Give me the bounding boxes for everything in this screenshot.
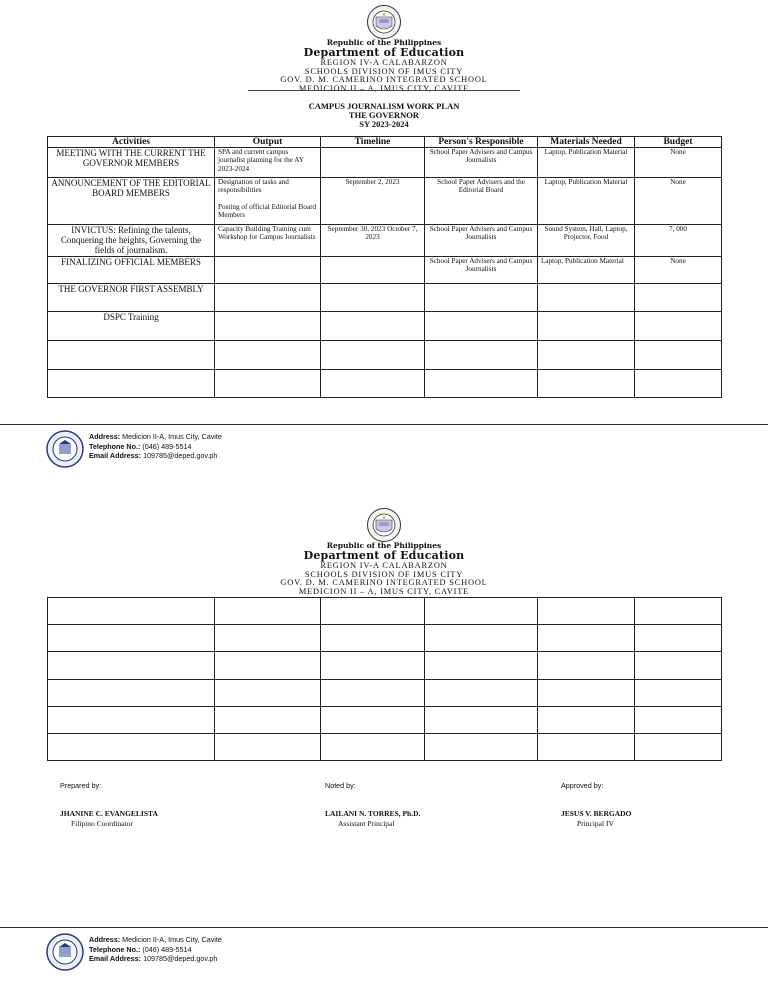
table-row — [48, 225, 722, 257]
school-seal-icon — [46, 933, 84, 971]
letterhead-department: Department of Education — [303, 549, 465, 562]
timeline-cell — [321, 148, 425, 178]
budget-cell: None — [635, 257, 722, 284]
activity-cell: ANNOUNCEMENT OF THE EDITORIAL BOARD MEMBERS — [48, 178, 215, 225]
noted-by-name: LAILANI N. TORRES, Ph.D. — [325, 809, 421, 818]
persons-cell: School Paper Advisers and the Editorial Board — [425, 178, 538, 225]
letterhead-department: Department of Education — [303, 46, 465, 59]
header-timeline: Timeline — [321, 137, 425, 148]
activity-cell: INVICTUS: Refining the talents, Conquering the heights, Governing the fields of journalism. — [48, 225, 215, 257]
letterhead-division: SCHOOLS DIVISION OF IMUS CITY — [304, 569, 464, 579]
materials-cell: Laptop, Publication Material — [538, 148, 635, 178]
footer-phone-label: Telephone No.: — [89, 441, 141, 451]
table-row — [48, 148, 722, 178]
deped-seal-icon — [359, 507, 409, 541]
budget-cell: 7, 000 — [635, 225, 722, 257]
output-line: Designation of tasks and responsibilities — [218, 178, 289, 195]
header-output: Output — [215, 137, 321, 148]
noted-by-label: Noted by: — [325, 781, 356, 790]
work-plan-table — [47, 136, 722, 398]
page-footer — [46, 430, 746, 470]
persons-cell: School Paper Advisers and Campus Journalists — [425, 148, 538, 178]
table-row — [48, 284, 722, 312]
footer-address-label: Address: — [89, 432, 121, 441]
work-plan-table-continued — [47, 597, 722, 761]
letterhead-school: GOV. D. M. CAMERINO INTEGRATED SCHOOL — [280, 578, 488, 588]
prepared-by-label: Prepared by: — [60, 781, 102, 790]
table-row — [48, 178, 722, 225]
footer-address: Medicion II-A, Imus City, Cavite — [122, 935, 222, 944]
letterhead-page1 — [0, 4, 768, 93]
materials-cell: Laptop, Publication Material — [538, 257, 635, 284]
output-line: Posting of official Editorial Board Members — [218, 202, 317, 220]
timeline-cell: September 2, 2023 — [321, 178, 425, 225]
footer-email-label: Email Address: — [89, 954, 142, 963]
letterhead-address: MEDICION II – A, IMUS CITY, CAVITE — [298, 586, 470, 596]
materials-cell: Laptop, Publication Material — [538, 178, 635, 225]
approved-by-name: JESUS V. BERGADO — [561, 809, 632, 818]
school-seal-icon — [46, 430, 84, 468]
header-persons-responsible: Person's Responsible — [425, 137, 538, 148]
table-header-row — [48, 137, 722, 148]
activity-cell: MEETING WITH THE CURRENT THE GOVERNOR MEMBERS — [48, 148, 215, 178]
approved-by-label: Approved by: — [561, 781, 604, 790]
output-cell: Capacity Building Training cum Workshop for Campus Journalists — [215, 225, 321, 257]
timeline-cell: September 30, 2023 October 7, 2023 — [321, 225, 425, 257]
table-row — [48, 652, 722, 680]
output-cell: SPA and current campus journalist planning for the AY 2023-2024 — [215, 148, 321, 178]
table-row — [48, 341, 722, 370]
work-plan-school-year: SY 2023-2024 — [359, 119, 409, 129]
budget-cell: None — [635, 178, 722, 225]
deped-seal-icon — [359, 4, 409, 38]
footer-email-label: Email Address: — [89, 451, 142, 460]
persons-cell: School Paper Advisers and Campus Journalists — [425, 225, 538, 257]
page-footer-rule — [0, 927, 768, 928]
work-plan-subtitle: THE GOVERNOR — [348, 110, 420, 120]
footer-email: 109785@deped.gov.ph — [143, 451, 218, 460]
footer-phone: (046) 489-5514 — [142, 944, 192, 954]
work-plan-title: CAMPUS JOURNALISM WORK PLAN — [308, 101, 460, 111]
header-materials-needed: Materials Needed — [538, 137, 635, 148]
header-budget: Budget — [635, 137, 722, 148]
header-activities: Activities — [48, 137, 215, 148]
letterhead-divider — [248, 90, 520, 91]
activity-cell: DSPC Training — [48, 312, 215, 341]
table-row — [48, 734, 722, 761]
table-row — [48, 598, 722, 625]
letterhead-page2 — [0, 507, 768, 596]
output-cell — [215, 257, 321, 284]
table-row — [48, 680, 722, 707]
letterhead-region: REGION IV-A CALABARZON — [320, 58, 448, 67]
budget-cell: None — [635, 148, 722, 178]
letterhead-address: MEDICION II – A, IMUS CITY, CAVITE — [298, 83, 470, 93]
table-row — [48, 707, 722, 734]
activity-cell: FINALIZING OFFICIAL MEMBERS — [48, 257, 215, 284]
table-row — [48, 370, 722, 398]
letterhead-republic: Republic of the Philippines — [326, 38, 442, 47]
table-row — [48, 625, 722, 652]
footer-address: Medicion II-A, Imus City, Cavite — [122, 432, 222, 441]
footer-phone-label: Telephone No.: — [89, 944, 141, 954]
timeline-cell — [321, 257, 425, 284]
prepared-by-name: JHANINE C. EVANGELISTA — [60, 809, 158, 818]
materials-cell: Sound System, Hall, Laptop, Projector, Food — [538, 225, 635, 257]
noted-by-title: Assistant Principal — [338, 819, 395, 828]
footer-email: 109785@deped.gov.ph — [143, 954, 218, 963]
footer-address-label: Address: — [89, 935, 121, 944]
output-cell — [215, 178, 321, 225]
prepared-by-title: Filipino Coordinator — [71, 819, 133, 828]
page-footer-rule — [0, 424, 768, 425]
letterhead-division: SCHOOLS DIVISION OF IMUS CITY — [304, 66, 464, 76]
letterhead-republic: Republic of the Philippines — [326, 541, 442, 550]
activity-cell: THE GOVERNOR FIRST ASSEMBLY — [48, 284, 215, 312]
footer-phone: (046) 489-5514 — [142, 441, 192, 451]
page-footer — [46, 933, 746, 973]
table-row — [48, 312, 722, 341]
approved-by-title: Principal IV — [577, 819, 614, 828]
table-row — [48, 257, 722, 284]
letterhead-region: REGION IV-A CALABARZON — [320, 561, 448, 570]
letterhead-school: GOV. D. M. CAMERINO INTEGRATED SCHOOL — [280, 75, 488, 85]
persons-cell: School Paper Advisers and Campus Journalists — [425, 257, 538, 284]
